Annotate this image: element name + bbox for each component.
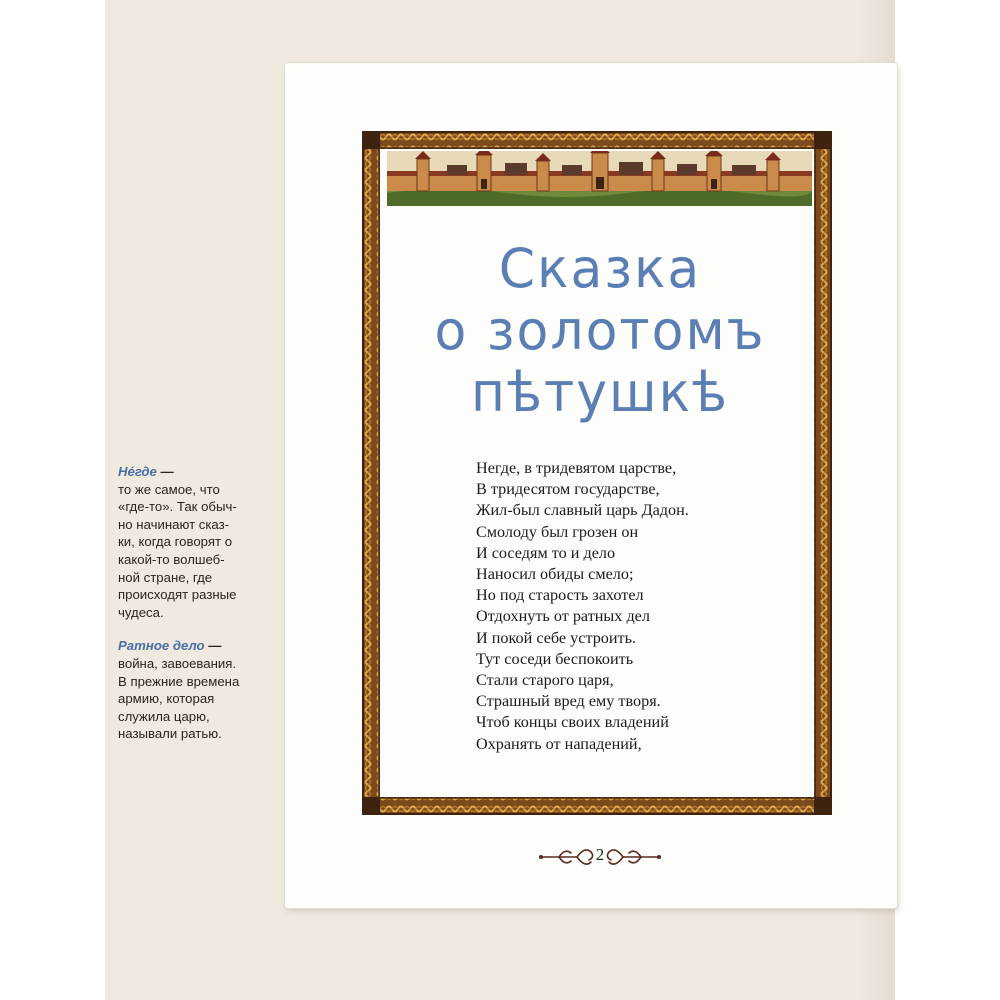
glossary-entry: Нéгде — то же самое, что «где-то». Так обыч- но начинают сказ- ки, когда говорят о какой-то волшеб- ной стране, где происходят разные чудеса. (118, 463, 258, 621)
poem-line: Стали старого царя, (476, 671, 614, 690)
glossary-entry: Ратное дело — война, завоевания. В прежние времена армию, которая служила царю, называли ратью. (118, 637, 258, 743)
glossary-term: Ратное дело (118, 638, 205, 654)
poem-line: И соседям то и дело (476, 543, 616, 562)
page-number-ornament (537, 840, 663, 874)
poem-line: Негде, в тридевятом царстве, (476, 459, 677, 477)
poem-line: И покой себе устроить. (476, 628, 637, 647)
title-line: пѣтушкѣ (471, 361, 729, 425)
kremlin-illustration (387, 151, 812, 206)
poem-line: В тридесятом государстве, (476, 480, 660, 499)
glossary-definition: то же самое, что «где-то». Так обыч- но начинают сказ- ки, когда говорят о какой-то волшеб- ной стране, где происходят разные чудеса. (118, 481, 237, 620)
poem-line: Смолоду был грозен он (476, 522, 639, 541)
glossary-column (118, 463, 258, 759)
title-line: о золотомъ (434, 299, 766, 363)
page-number: 2 (595, 845, 605, 864)
page-title (390, 238, 810, 424)
poem-line: Чтоб концы своих владений (476, 713, 669, 732)
poem-line: Жил-был славный царь Дадон. (476, 501, 689, 520)
poem-line: Охранять от нападений, (476, 734, 642, 753)
poem-line: Наносил обиды смело; (476, 565, 634, 584)
title-line: Сказка (498, 237, 702, 301)
poem-line: Но под старость захотел (476, 586, 644, 605)
poem-line: Страшный вред ему творя. (476, 692, 661, 711)
poem-line: Отдохнуть от ратных дел (476, 607, 650, 626)
glossary-term: Нéгде (118, 464, 157, 479)
glossary-definition: война, завоевания. В прежние времена армию, которая служила царю, называли ратью. (118, 655, 240, 742)
poem-line: Тут соседи беспокоить (476, 649, 634, 668)
poem-text (476, 458, 796, 755)
